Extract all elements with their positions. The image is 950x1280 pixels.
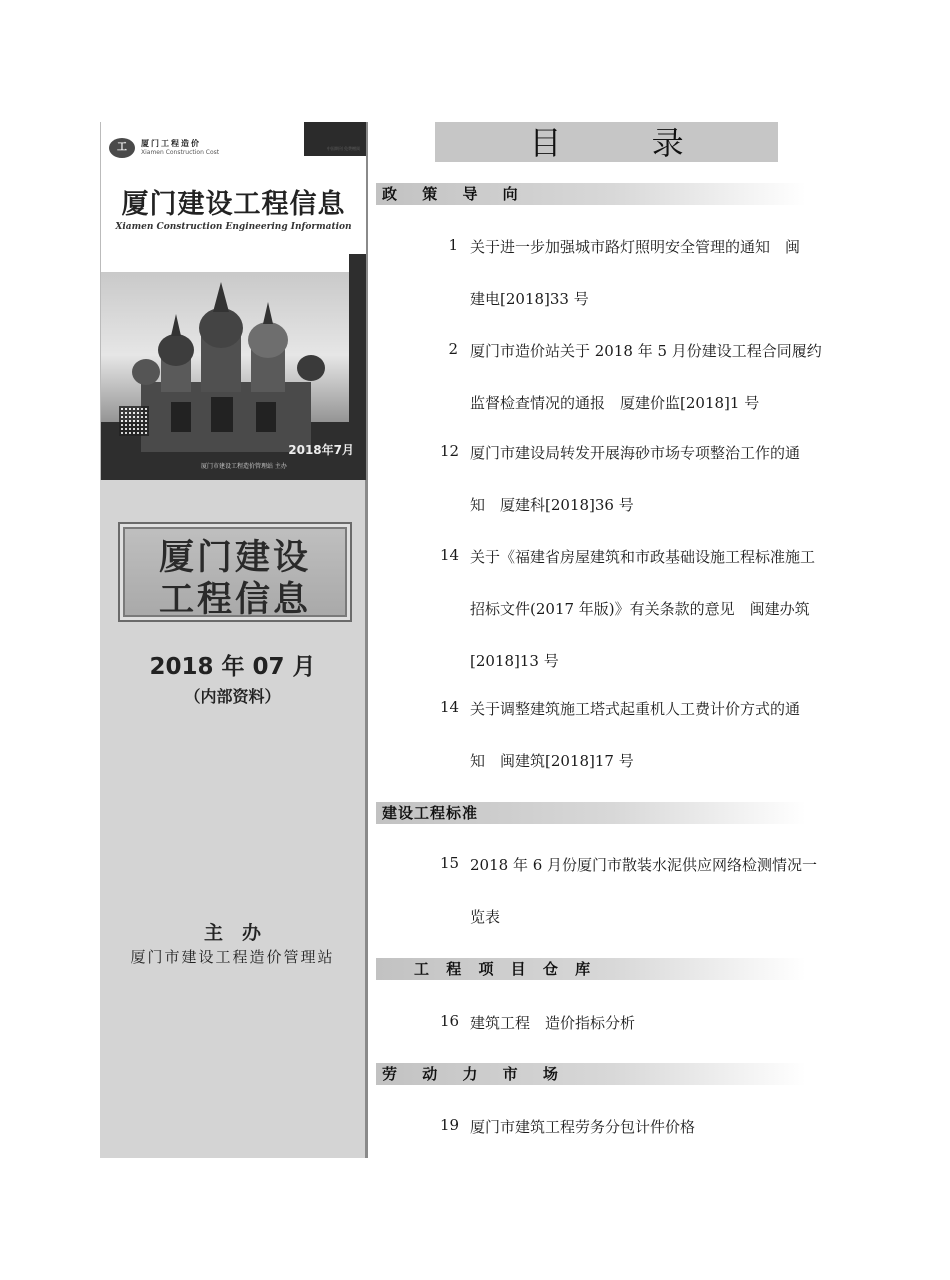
entry-page-number: 2	[448, 340, 458, 358]
host-organization: 厦门市建设工程造价管理站	[130, 948, 335, 966]
entry-title-line: 监督检查情况的通报 厦建价监[2018]1 号	[470, 394, 760, 412]
entry-title-line: 招标文件(2017 年版)》有关条款的意见 闽建办筑	[470, 600, 810, 618]
plaque-line-2: 工程信息	[158, 580, 311, 620]
entry-title-line: 知 闽建筑[2018]17 号	[470, 752, 634, 770]
issue-note: （内部资料）	[184, 687, 281, 706]
cover-caption: 厦门市建设工程造价管理站 主办	[201, 463, 287, 470]
issue-date: 2018 年 07 月	[149, 654, 316, 680]
entry-title-line: 知 厦建科[2018]36 号	[470, 496, 634, 514]
entry-page-number: 15	[440, 854, 460, 872]
cover-title: 厦门建设工程信息	[121, 189, 346, 220]
entry-title-line: 厦门市造价站关于 2018 年 5 月份建设工程合同履约	[470, 342, 822, 360]
entry-title-line: 厦门市建筑工程劳务分包计件价格	[470, 1118, 696, 1136]
toc-title: 目 录	[435, 122, 778, 162]
section-header-standards: 建设工程标准	[376, 802, 806, 824]
entry-title-line: 建筑工程 造价指标分析	[470, 1014, 636, 1032]
cover-issue-year: 2018年7月	[288, 443, 354, 457]
cover-corner-text: 中国期刊 免费赠阅	[326, 146, 360, 151]
section-header-policy: 政 策 导 向	[376, 183, 806, 205]
entry-page-number: 14	[440, 546, 460, 564]
cover-logo-en: Xiamen Construction Cost	[141, 149, 220, 156]
cover-image	[100, 122, 366, 480]
entry-title-line: 览表	[470, 908, 501, 926]
entry-title-line: 关于调整建筑施工塔式起重机人工费计价方式的通	[470, 700, 801, 718]
entry-page-number: 1	[448, 236, 458, 254]
logo-icon: 工	[109, 138, 135, 158]
entry-title-line: 2018 年 6 月份厦门市散装水泥供应网络检测情况一	[470, 856, 818, 874]
entry-title-line: 关于进一步加强城市路灯照明安全管理的通知 闽	[470, 238, 801, 256]
entry-title-line: 关于《福建省房屋建筑和市政基础设施工程标准施工	[470, 548, 816, 566]
entry-page-number: 16	[440, 1012, 460, 1030]
left-panel	[100, 122, 368, 1158]
host-label: 主 办	[203, 922, 261, 944]
section-header-projects: 工 程 项 目 仓 库	[376, 958, 806, 980]
title-plaque	[118, 522, 352, 622]
cover-logo-cn: 厦门工程造价	[141, 139, 201, 148]
cover-subtitle: Xiamen Construction Engineering Information	[115, 222, 352, 232]
entry-title-line: 厦门市建设局转发开展海砂市场专项整治工作的通	[470, 444, 801, 462]
plaque-line-1: 厦门建设	[158, 538, 311, 578]
entry-title-line: [2018]13 号	[470, 652, 559, 670]
entry-page-number: 14	[440, 698, 460, 716]
qr-code	[119, 406, 149, 436]
entry-page-number: 12	[440, 442, 460, 460]
entry-page-number: 19	[440, 1116, 460, 1134]
section-header-labor: 劳 动 力 市 场	[376, 1063, 806, 1085]
entry-title-line: 建电[2018]33 号	[470, 290, 589, 308]
